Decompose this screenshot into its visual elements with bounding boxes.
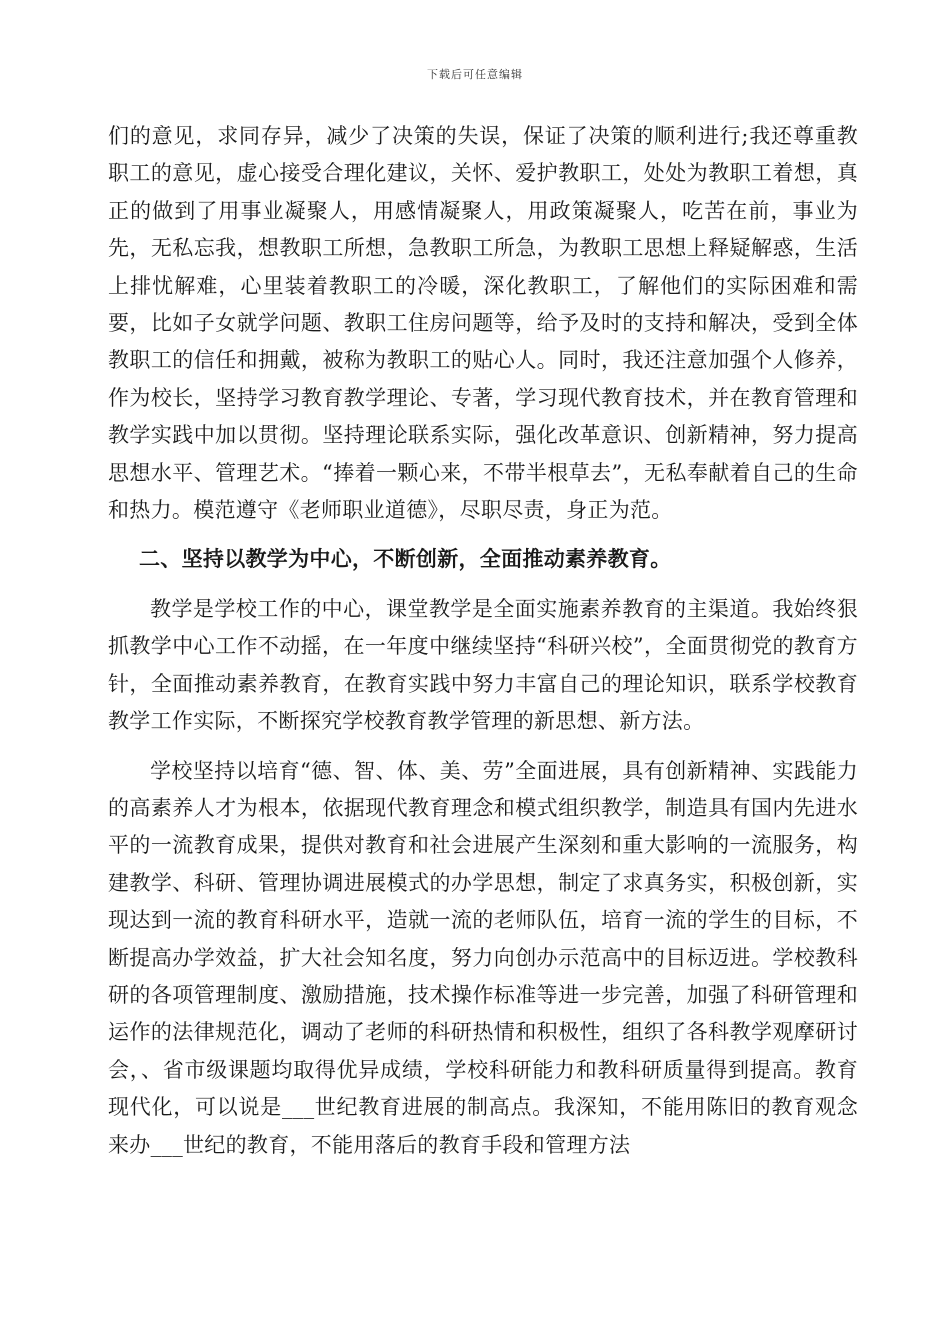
page-header: 下载后可任意编辑 bbox=[427, 68, 523, 81]
paragraph-2: 教学是学校工作的中心，课堂教学是全面实施素养教育的主渠道。我始终狠抓教学中心工作不动摇，在一年度中继续坚持“科研兴校”，全面贯彻党的教育方针，全面推动素养教育，在教育实践中努力丰富自己的理论知识，联系学校教育教学工作实际，不断探究学校教育教学管理的新思想、新方法。 bbox=[108, 596, 858, 734]
paragraph-1: 们的意见，求同存异，减少了决策的失误，保证了决策的顺利进行;我还尊重教职工的意见，虚心接受合理化建议，关怀、爱护教职工，处处为教职工着想，真正的做到了用事业凝聚人，用感情凝聚人，用政策凝聚人，吃苦在前，事业为先，无私忘我，想教职工所想，急教职工所急，为教职工思想上释疑解惑，生活上排忧解难，心里装着教职工的冷暖，深化教职工，了解他们的实际困难和需要，比如子女就学问题、教职工住房问题等，给予及时的支持和解决，受到全体教职工的信任和拥戴，被称为教职工的贴心人。同时，我还注意加强个人修养，作为校长，坚持学习教育教学理论、专著，学习现代教育技术，并在教育管理和教学实践中加以贯彻。坚持理论联系实际，强化改革意识、创新精神，努力提高思想水平、管理艺术。“捧着一颗心来，不带半根草去”，无私奉献着自己的生命和热力。模范遵守《老师职业道德》，尽职尽责，身正为范。 bbox=[108, 124, 858, 523]
section-heading: 二、坚持以教学为中心，不断创新，全面推动素养教育。 bbox=[139, 547, 672, 572]
spacer bbox=[108, 529, 858, 541]
spacer bbox=[108, 741, 858, 753]
paragraph-3: 学校坚持以培育“德、智、体、美、劳”全面进展，具有创新精神、实践能力的高素养人才为根本，依据现代教育理念和模式组织教学，制造具有国内先进水平的一流教育成果，提供对教育和社会进展产生深刻和重大影响的一流服务，构建教学、科研、管理协调进展模式的办学思想，制定了求真务实，积极创新，实现达到一流的教育科研水平，造就一流的老师队伍，培育一流的学生的目标，不断提高办学效益，扩大社会知名度，努力向创办示范高中的目标迈进。学校教科研的各项管理制度、激励措施，技术操作标准等进一步完善，加强了科研管理和运作的法律规范化，调动了老师的科研热情和积极性，组织了各科教学观摩研讨会，、省市级课题均取得优异成绩，学校科研能力和教科研质量得到提高。教育现代化，可以说是___世纪教育进展的制高点。我深知，不能用陈旧的教育观念来办___世纪的教育，不能用落后的教育手段和管理方法 bbox=[108, 758, 858, 1157]
spacer bbox=[108, 579, 858, 591]
document-body bbox=[108, 118, 858, 1164]
